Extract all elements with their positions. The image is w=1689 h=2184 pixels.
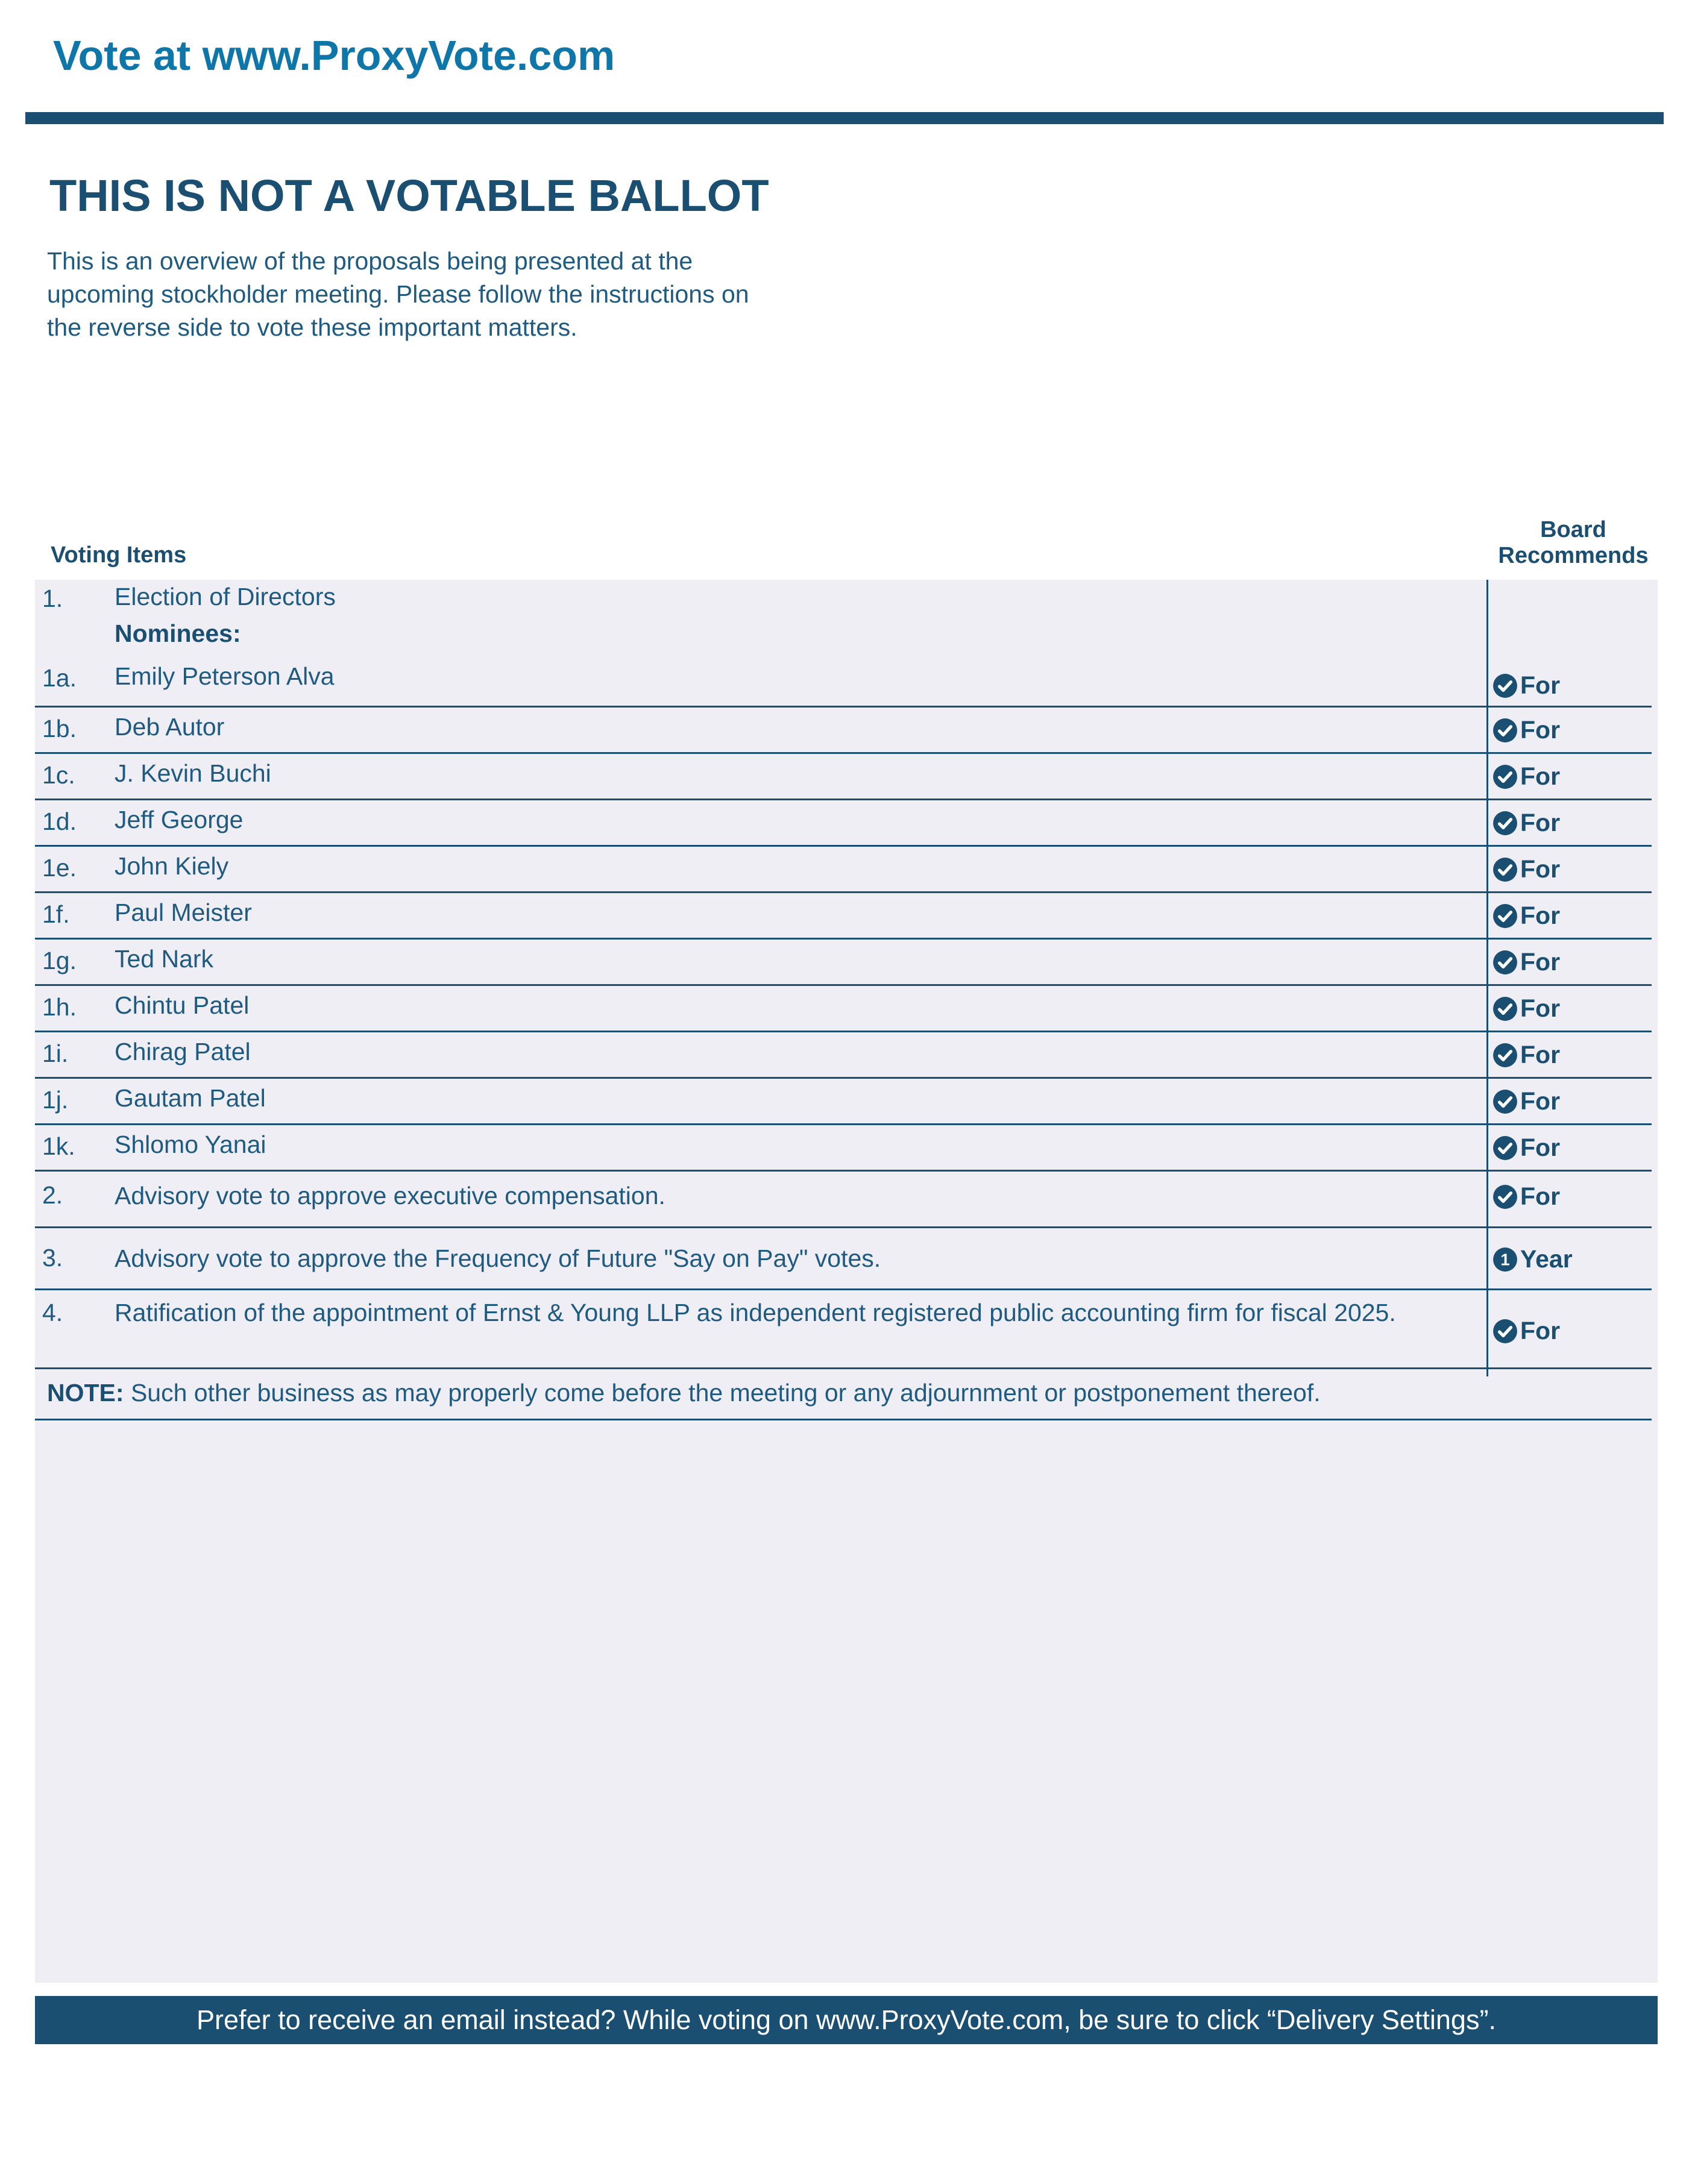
nominee-row	[35, 708, 1652, 754]
nominee-name: Chirag Patel	[115, 1038, 251, 1065]
icon-number: 1	[1500, 1249, 1510, 1269]
delivery-settings-footer: Prefer to receive an email instead? While voting on www.ProxyVote.com, be sure to click “Delivery Settings”.	[35, 1996, 1658, 2044]
recommendation	[1492, 902, 1560, 930]
item-number: 2.	[42, 1181, 63, 1209]
intro-line: the reverse side to vote these important matters.	[47, 313, 577, 341]
check-circle-icon	[1492, 718, 1518, 743]
recommendation-value: For	[1520, 809, 1561, 836]
recommendation-value: For	[1520, 671, 1561, 699]
proposal-row	[35, 1167, 1652, 1228]
nominee-number: 1k.	[42, 1132, 75, 1160]
nominee-row	[35, 847, 1652, 893]
check-circle-icon	[1492, 1319, 1518, 1344]
check-circle-icon	[1492, 950, 1518, 975]
nominee-name: Deb Autor	[115, 713, 225, 741]
nominee-row	[35, 893, 1652, 940]
check-circle-icon	[1492, 1184, 1518, 1210]
nominee-number: 1e.	[42, 854, 77, 882]
nominee-row	[35, 800, 1652, 847]
item-description: Election of Directors	[115, 583, 336, 610]
check-circle-icon	[1492, 996, 1518, 1021]
nominee-row	[35, 646, 1652, 708]
nominee-number: 1i.	[42, 1040, 69, 1067]
proposal-row	[35, 1290, 1652, 1369]
check-circle-icon	[1492, 903, 1518, 929]
note-row	[35, 1369, 1652, 1420]
note-text	[47, 1379, 1321, 1407]
nominee-number: 1a.	[42, 664, 77, 692]
recommendation-value: For	[1520, 902, 1561, 929]
nominee-name: Ted Nark	[115, 945, 214, 973]
recommendation-value: For	[1520, 948, 1561, 976]
nominee-row	[35, 754, 1652, 800]
board-header-line: Recommends	[1498, 543, 1649, 568]
nominee-name: Chintu Patel	[115, 991, 250, 1019]
intro-line: upcoming stockholder meeting. Please follow the instructions on	[47, 280, 749, 308]
check-circle-icon	[1492, 673, 1518, 698]
board-recommends-header	[1483, 517, 1664, 569]
nominee-number: 1f.	[42, 900, 70, 928]
item-number: 4.	[42, 1299, 63, 1326]
recommendation-value: For	[1520, 762, 1561, 790]
nominee-row	[35, 940, 1652, 986]
check-circle-icon	[1492, 1089, 1518, 1114]
nominee-number: 1b.	[42, 715, 77, 742]
nominee-number: 1h.	[42, 993, 77, 1021]
item-number: 1.	[42, 585, 63, 612]
recommendation-value: For	[1520, 1317, 1561, 1345]
check-circle-icon	[1492, 1043, 1518, 1068]
recommendation-value: For	[1520, 855, 1561, 883]
election-of-directors-row	[35, 580, 1652, 646]
proxyvote-header-link[interactable]: Vote at www.ProxyVote.com	[53, 32, 615, 79]
recommendation	[1492, 994, 1560, 1023]
recommendation-value: For	[1520, 716, 1561, 744]
item-number: 3.	[42, 1244, 63, 1272]
recommendation-value: Year	[1520, 1245, 1573, 1273]
recommendation	[1492, 1134, 1560, 1162]
recommendation-value: For	[1520, 1041, 1561, 1068]
note-label: NOTE:	[47, 1379, 124, 1407]
recommendation	[1492, 1317, 1560, 1345]
page-title: THIS IS NOT A VOTABLE BALLOT	[49, 171, 769, 221]
nominee-name: J. Kevin Buchi	[115, 759, 271, 787]
recommendation	[1492, 809, 1560, 837]
recommendation	[1492, 948, 1560, 976]
note-body: Such other business as may properly come before the meeting or any adjournment or postponement thereof.	[124, 1379, 1321, 1407]
recommendation-value: For	[1520, 1182, 1561, 1210]
item-description: Ratification of the appointment of Ernst & Young LLP as independent registered public accounting firm for fiscal 2025.	[115, 1299, 1396, 1326]
nominee-number: 1j.	[42, 1086, 69, 1114]
intro-line: This is an overview of the proposals being presented at the	[47, 247, 693, 275]
check-circle-icon	[1492, 857, 1518, 882]
check-circle-icon	[1492, 1135, 1518, 1161]
nominees-label: Nominees:	[115, 620, 241, 647]
nominee-row	[35, 986, 1652, 1032]
nominee-number: 1c.	[42, 761, 75, 789]
recommendation	[1492, 671, 1560, 700]
recommendation	[1492, 1041, 1560, 1069]
voting-items-header: Voting Items	[51, 542, 187, 568]
check-circle-icon	[1492, 811, 1518, 836]
nominee-number: 1d.	[42, 808, 77, 835]
recommendation	[1492, 762, 1560, 791]
nominee-name: Paul Meister	[115, 899, 252, 926]
item-description: Advisory vote to approve the Frequency of Future "Say on Pay" votes.	[115, 1244, 881, 1272]
recommendation-value: For	[1520, 1134, 1561, 1161]
header-divider-bar	[25, 112, 1664, 124]
nominee-number: 1g.	[42, 947, 77, 974]
nominee-name: Jeff George	[115, 806, 244, 833]
nominee-name: Shlomo Yanai	[115, 1131, 266, 1158]
recommendation-value: For	[1520, 994, 1561, 1022]
recommendation	[1492, 716, 1560, 744]
nominee-row	[35, 1125, 1652, 1172]
recommendation	[1492, 1182, 1560, 1211]
recommendation-value: For	[1520, 1087, 1561, 1115]
nominee-row	[35, 1032, 1652, 1079]
item-description: Advisory vote to approve executive compensation.	[115, 1182, 665, 1210]
recommendation	[1492, 855, 1560, 883]
nominee-row	[35, 1079, 1652, 1125]
proposal-row	[35, 1228, 1652, 1290]
recommendation	[1492, 1087, 1560, 1116]
recommendation	[1492, 1245, 1573, 1273]
intro-paragraph	[47, 245, 831, 344]
board-header-line: Board	[1540, 517, 1606, 542]
nominee-name: Emily Peterson Alva	[115, 662, 335, 690]
nominee-name: John Kiely	[115, 852, 229, 880]
number-one-circle-icon	[1492, 1247, 1518, 1272]
nominee-name: Gautam Patel	[115, 1084, 266, 1112]
check-circle-icon	[1492, 764, 1518, 789]
